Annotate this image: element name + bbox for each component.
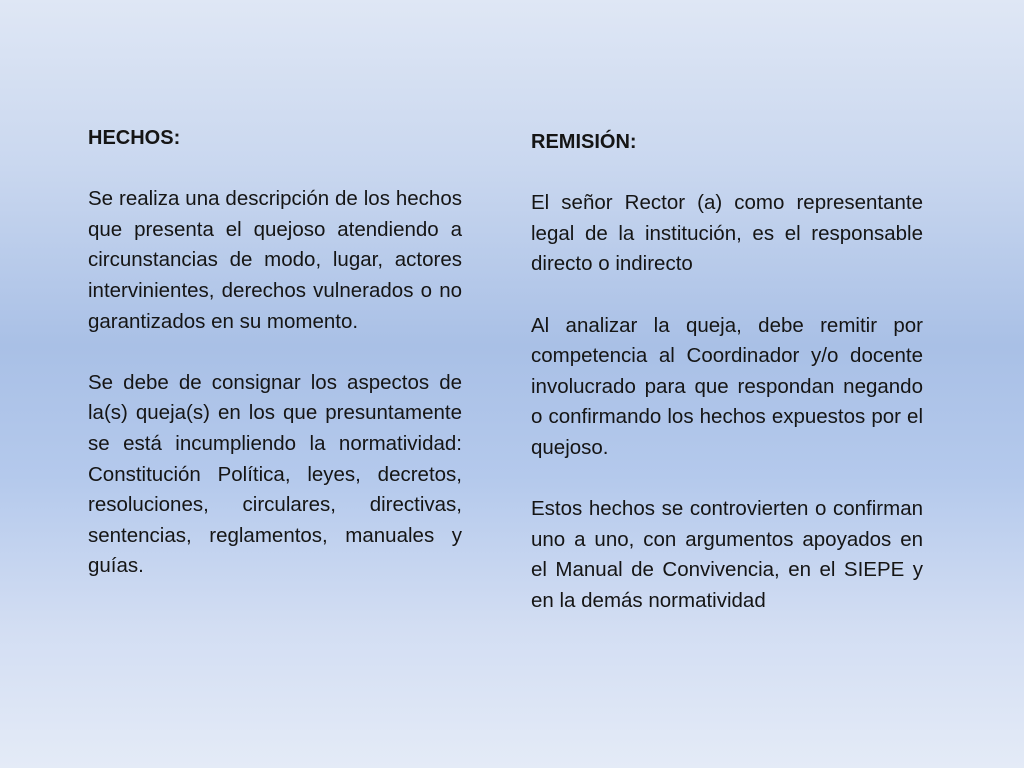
remision-paragraph-3: Estos hechos se controvierten o confirman uno a uno, con argumentos apoyados en el Manual de Convivencia, en el SIEPE y en la demás normatividad: [531, 497, 923, 612]
remision-column: [531, 127, 923, 617]
remision-paragraph-2: Al analizar la queja, debe remitir por competencia al Coordinador y/o docente involucrado para que respondan negando o confirmando los hechos expuestos por el quejoso.: [531, 313, 923, 459]
hechos-heading: HECHOS:: [88, 127, 181, 149]
remision-paragraph-1: El señor Rector (a) como representante legal de la institución, es el responsable directo o indirecto: [531, 191, 923, 276]
hechos-column: [88, 123, 462, 582]
hechos-paragraph-1: Se realiza una descripción de los hechos que presenta el quejoso atendiendo a circunstancias de modo, lugar, actores intervinientes, derechos vulnerados o no garantizados en su momento.: [88, 187, 462, 333]
hechos-paragraph-2: Se debe de consignar los aspectos de la(s) queja(s) en los que presuntamente se está incumpliendo la normatividad: Constitución Política, leyes, decretos, resoluciones, circulares, directivas, sentencias, reglamentos, manuales y guías.: [88, 370, 462, 578]
remision-heading: REMISIÓN:: [531, 131, 637, 153]
